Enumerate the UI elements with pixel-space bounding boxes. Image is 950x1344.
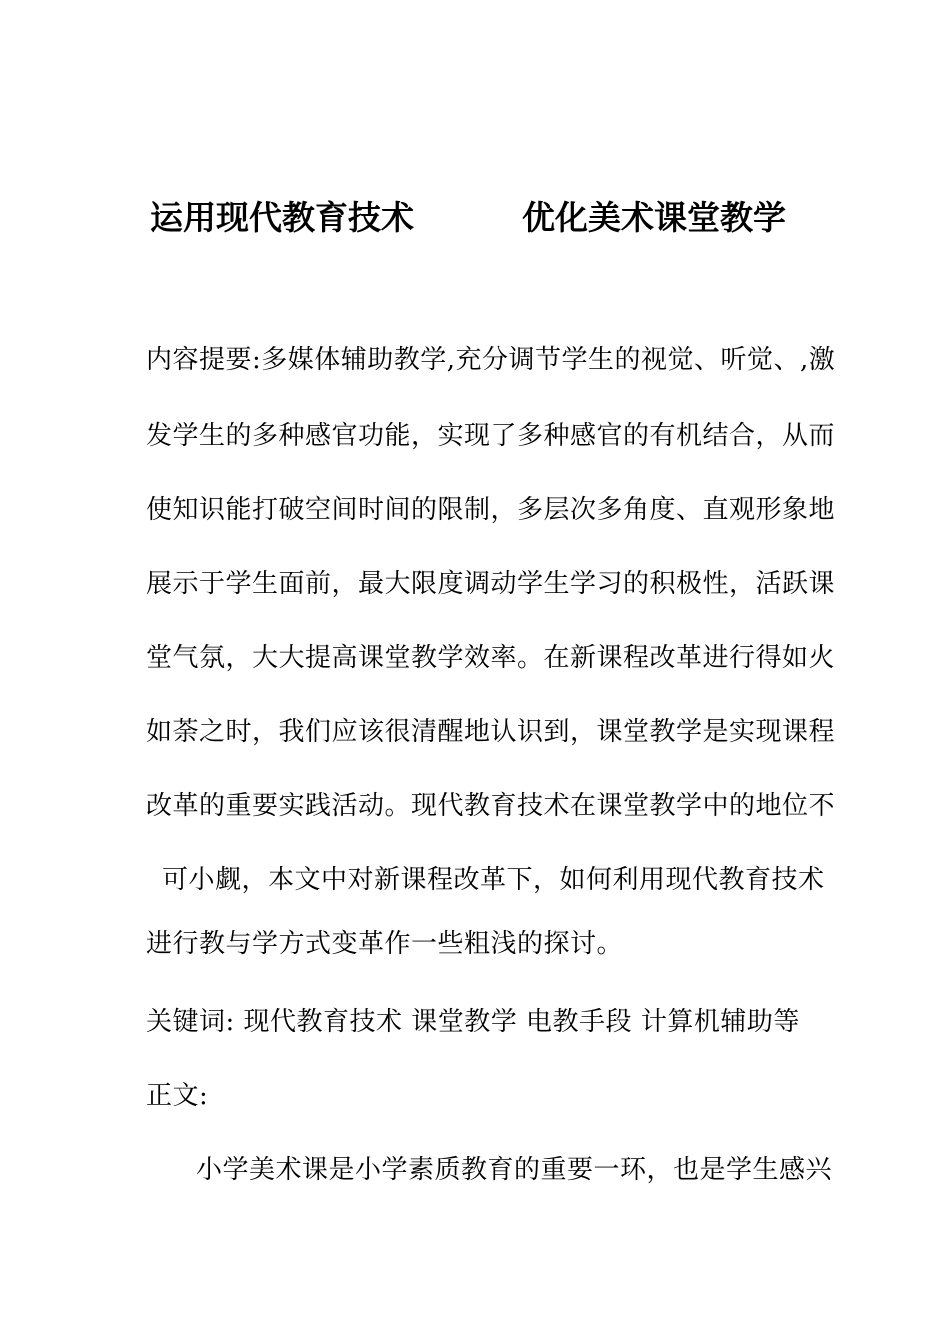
abstract-line: 堂气氛，大大提高课堂教学效率。在新课程改革进行得如火 [146, 643, 836, 673]
abstract-line: 内容提要:多媒体辅助教学,充分调节学生的视觉、听觉、,激 [146, 345, 836, 375]
abstract-line: 如荼之时，我们应该很清醒地认识到，课堂教学是实现课程 [146, 717, 836, 747]
abstract-line: 可小觑，本文中对新课程改革下，如何利用现代教育技术 [162, 865, 825, 895]
abstract-line: 进行教与学方式变革作一些粗浅的探讨。 [146, 929, 624, 959]
title-part-1: 运用现代教育技术 [150, 198, 414, 237]
abstract-line: 使知识能打破空间时间的限制，多层次多角度、直观形象地 [146, 495, 836, 525]
document-title [0, 196, 950, 240]
abstract-line: 发学生的多种感官功能，实现了多种感官的有机结合，从而 [146, 421, 836, 451]
abstract-line: 改革的重要实践活动。现代教育技术在课堂教学中的地位不 [146, 791, 836, 821]
keywords-line: 关键词: 现代教育技术 课堂教学 电教手段 计算机辅助等 [146, 1007, 800, 1037]
body-paragraph-line: 小学美术课是小学素质教育的重要一环，也是学生感兴 [196, 1155, 833, 1185]
abstract-line: 展示于学生面前，最大限度调动学生学习的积极性，活跃课 [146, 569, 836, 599]
title-part-2: 优化美术课堂教学 [522, 198, 786, 237]
body-label: 正文: [146, 1081, 209, 1111]
